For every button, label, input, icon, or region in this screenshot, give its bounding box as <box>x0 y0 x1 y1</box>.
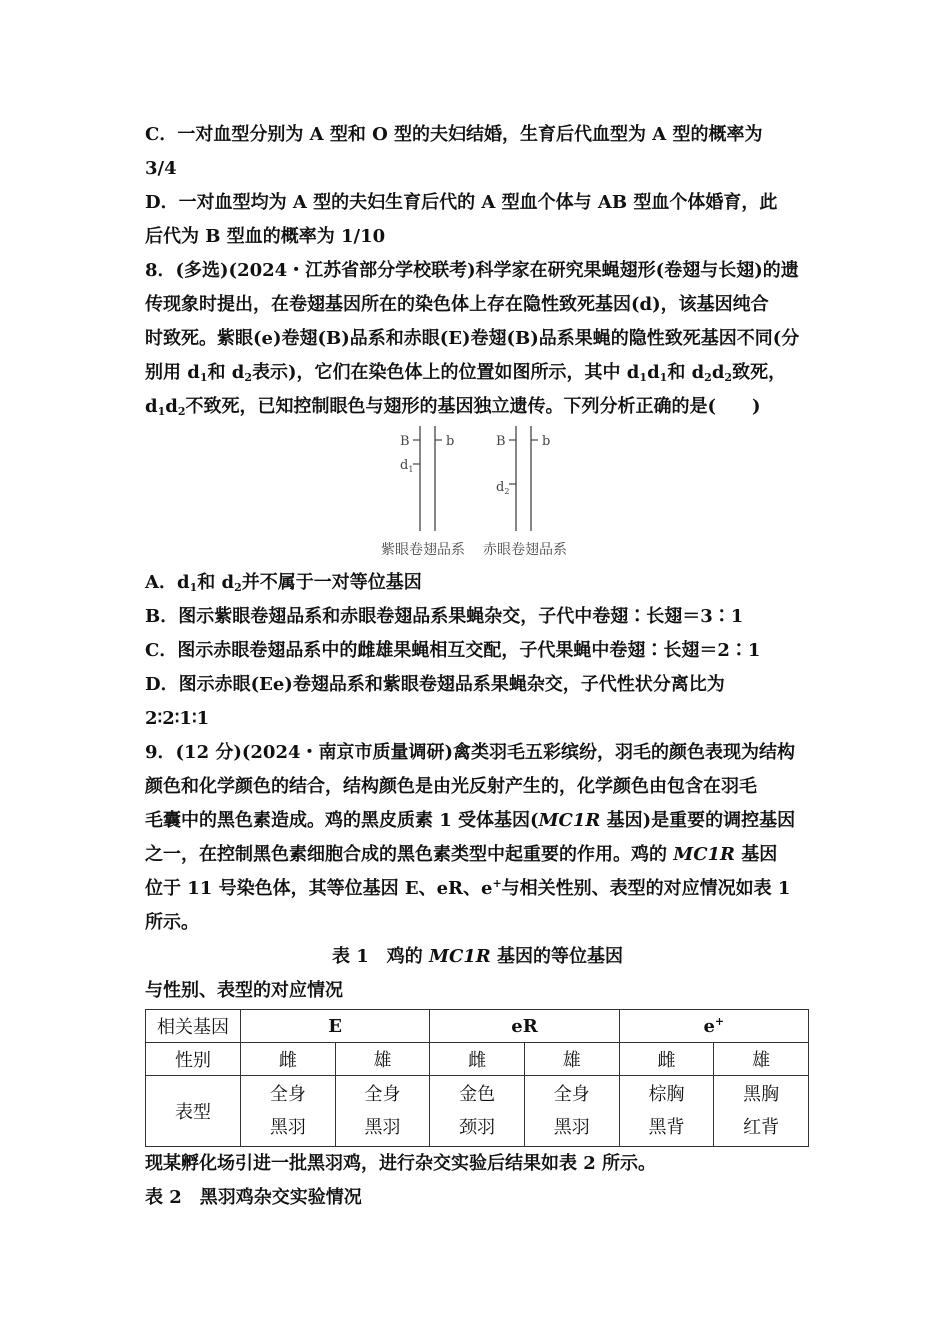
cell-phenotype: 全身 黑羽 <box>335 1076 430 1147</box>
cell-phenotype: 棕胸 黑背 <box>619 1076 714 1147</box>
table-row <box>146 1010 809 1043</box>
q8-stem-line4: 别用 $d_1$和 $d_2$表示)，它们在染色体上的位置如图所示，其中 $d_1d_1$和 $d_2d_2$致死， <box>145 362 787 384</box>
table1-title: 表 1 鸡的 MC1R 基因的等位基因 <box>331 946 624 967</box>
q8-stem-line1: 8．(多选)(2024・江苏省部分学校联考)科学家在研究果蝇翅形(卷翅与长翅)的遗 <box>145 260 799 281</box>
q8-option-d-cont: 2∶2∶1∶1 <box>145 708 210 729</box>
label-b-right: b <box>542 434 551 449</box>
q9-stem-line5: 位于 11 号染色体，其等位基因 E、eR、e+与相关性别、表型的对应情况如表 1 <box>145 877 791 899</box>
table2-title: 表 2 黑羽鸡杂交实验情况 <box>145 1187 362 1208</box>
label-d1-left: $d_1$ <box>400 458 414 474</box>
chromosome-figure <box>145 426 810 566</box>
q9-stem-line1: 9．(12 分)(2024・南京市质量调研)禽类羽毛五彩缤纷，羽毛的颜色表现为结构 <box>145 742 796 763</box>
q7-option-d: D．一对血型均为 A 型的夫妇生育后代的 A 型血个体与 AB 型血个体婚育，此 <box>145 192 778 213</box>
label-B-right: B <box>496 434 506 449</box>
caption-left: 紫眼卷翅品系 <box>381 542 465 558</box>
cell-sex: 雌 <box>241 1043 336 1076</box>
table1-subtitle: 与性别、表型的对应情况 <box>145 980 343 1001</box>
header-gene: 相关基因 <box>146 1010 241 1043</box>
cell-phenotype: 全身 黑羽 <box>524 1076 619 1147</box>
q8-option-d: D．图示赤眼(Ee)卷翅品系和紫眼卷翅品系果蝇杂交，子代性状分离比为 <box>145 674 725 695</box>
cell-phenotype: 金色 颈羽 <box>430 1076 525 1147</box>
q9-stem-line6: 所示。 <box>145 912 199 933</box>
q9-stem-line2: 颜色和化学颜色的结合，结构颜色是由光反射产生的，化学颜色由包含在羽毛 <box>145 776 757 797</box>
gene-E: E <box>241 1010 430 1043</box>
q8-stem-line3: 时致死。紫眼(e)卷翅(B)品系和赤眼(E)卷翅(B)品系果蝇的隐性致死基因不同(分 <box>145 328 800 349</box>
header-phenotype: 表型 <box>146 1076 241 1147</box>
cell-sex: 雄 <box>524 1043 619 1076</box>
q9-stem-line3: 毛囊中的黑色素造成。鸡的黑皮质素 1 受体基因(MC1R 基因)是重要的调控基因 <box>145 810 796 831</box>
cell-sex: 雌 <box>619 1043 714 1076</box>
q9-stem-line4: 之一，在控制黑色素细胞合成的黑色素类型中起重要的作用。鸡的 MC1R 基因 <box>145 844 778 865</box>
cell-sex: 雌 <box>430 1043 525 1076</box>
q7-option-c-cont: 3/4 <box>145 158 177 179</box>
cell-sex: 雄 <box>335 1043 430 1076</box>
label-B-left: B <box>400 434 410 449</box>
q8-option-c: C．图示赤眼卷翅品系中的雌雄果蝇相互交配，子代果蝇中卷翅∶长翅＝2∶1 <box>145 640 761 661</box>
table-row <box>146 1043 809 1076</box>
gene-e-plus: e+ <box>619 1010 808 1043</box>
cell-phenotype: 全身 黑羽 <box>241 1076 336 1147</box>
header-sex: 性别 <box>146 1043 241 1076</box>
gene-eR: eR <box>430 1010 619 1043</box>
q8-stem-line5: $d_1d_2$不致死，已知控制眼色与翅形的基因独立遗传。下列分析正确的是( ) <box>145 396 761 418</box>
cell-sex: 雄 <box>714 1043 809 1076</box>
table1 <box>145 1009 809 1147</box>
table-row <box>146 1076 809 1147</box>
label-d2-right: $d_2$ <box>496 480 510 496</box>
q7-option-c: C．一对血型分别为 A 型和 O 型的夫妇结婚，生育后代血型为 A 型的概率为 <box>145 124 763 145</box>
after-table-text: 现某孵化场引进一批黑羽鸡，进行杂交实验后结果如表 2 所示。 <box>145 1153 657 1174</box>
q8-option-b: B．图示紫眼卷翅品系和赤眼卷翅品系果蝇杂交，子代中卷翅∶长翅＝3∶1 <box>145 606 744 627</box>
cell-phenotype: 黑胸 红背 <box>714 1076 809 1147</box>
q8-stem-line2: 传现象时提出，在卷翅基因所在的染色体上存在隐性致死基因(d)，该基因纯合 <box>145 294 769 315</box>
q7-option-d-cont: 后代为 B 型血的概率为 1/10 <box>145 226 386 247</box>
document-page <box>145 118 810 1215</box>
caption-right: 赤眼卷翅品系 <box>483 542 567 558</box>
label-b-left: b <box>446 434 455 449</box>
q8-option-a: A．$d_1$和 $d_2$并不属于一对等位基因 <box>145 572 422 594</box>
